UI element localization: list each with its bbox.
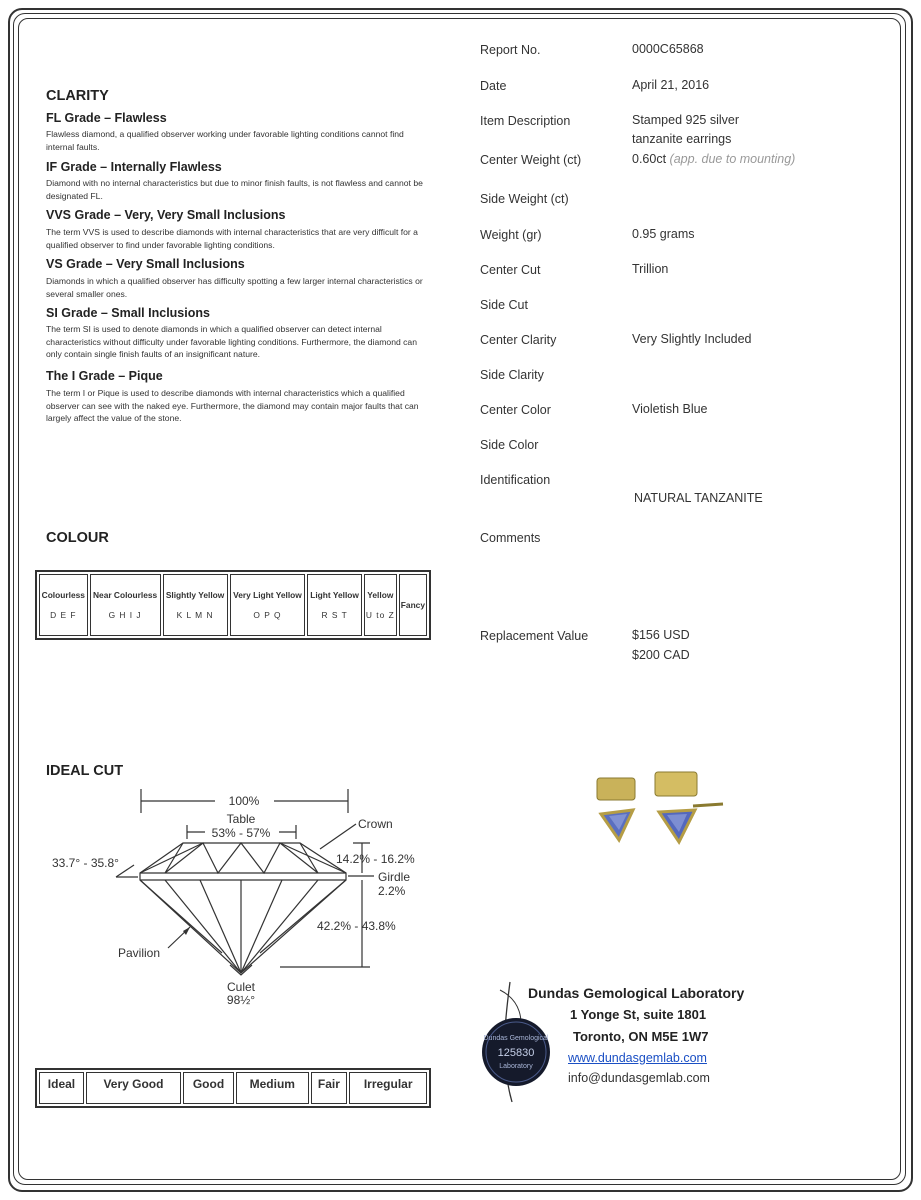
- colour-cell-letters: R S T: [321, 610, 348, 620]
- identification-label: Identification: [480, 473, 551, 487]
- diagram-girdle-value: 2.2%: [378, 884, 406, 898]
- cut-grade-cell: Very Good: [86, 1072, 181, 1104]
- diagram-pavilion-depth: 42.2% - 43.8%: [317, 919, 396, 933]
- colour-cell: [364, 574, 397, 636]
- weight-value: 0.95 grams: [632, 227, 695, 241]
- diagram-crown-angle: 33.7° - 35.8°: [52, 856, 119, 870]
- colour-cell-letters: K L M N: [176, 610, 214, 620]
- diagram-crown-label: Crown: [358, 817, 393, 831]
- colour-cell-letters: D E F: [50, 610, 77, 620]
- diagram-pavilion-label: Pavilion: [118, 946, 161, 960]
- report-no-label: Report No.: [480, 43, 541, 57]
- center-weight-field: [632, 150, 795, 169]
- colour-cell: [90, 574, 161, 636]
- diagram-table-label: Table: [226, 812, 256, 826]
- replacement-value-cad: $200 CAD: [632, 648, 690, 662]
- clarity-grade-i-title: The I Grade – Pique: [46, 369, 163, 383]
- item-description-label: Item Description: [480, 114, 571, 128]
- date-value: April 21, 2016: [632, 78, 710, 92]
- side-weight-label: Side Weight (ct): [480, 192, 569, 206]
- lab-website-link[interactable]: www.dundasgemlab.com: [568, 1051, 707, 1065]
- colour-cell-letters: O P Q: [253, 610, 282, 620]
- colour-cell: [307, 574, 361, 636]
- identification-value: NATURAL TANZANITE: [634, 491, 763, 505]
- colour-heading: COLOUR: [46, 530, 109, 546]
- clarity-grade-vs-title: VS Grade – Very Small Inclusions: [46, 257, 245, 271]
- diagram-girdle-label: Girdle: [378, 870, 411, 884]
- clarity-grade-fl-title: FL Grade – Flawless: [46, 111, 167, 125]
- colour-cell: [163, 574, 228, 636]
- cut-grade-cell: Irregular: [349, 1072, 427, 1104]
- weight-label: Weight (gr): [480, 228, 542, 242]
- colour-cell-name: Very Light Yellow: [233, 590, 302, 600]
- colour-cell-name: Near Colourless: [92, 590, 158, 600]
- diagram-table-range: 53% - 57%: [211, 826, 271, 840]
- lab-name: Dundas Gemological Laboratory: [528, 985, 745, 1001]
- replacement-value-usd: $156 USD: [632, 628, 690, 642]
- colour-cell-letters: U to Z: [365, 610, 395, 620]
- clarity-grade-if-desc: Diamond with no internal characteristics but due to minor finish faults, is not flawless and cannot be designated FL.: [46, 178, 423, 201]
- colour-cell-name: Light Yellow: [310, 590, 359, 600]
- cut-grade-cell: Ideal: [39, 1072, 84, 1104]
- clarity-grade-fl-desc: Flawless diamond, a qualified observer working under favorable lighting conditions cannot find internal faults.: [46, 129, 404, 152]
- colour-cell-name: Slightly Yellow: [165, 590, 225, 600]
- diagram-culet-label: Culet: [226, 980, 256, 994]
- center-weight-value: 0.60ct: [632, 152, 667, 166]
- cut-grade-cell: Good: [183, 1072, 234, 1104]
- replacement-value-label: Replacement Value: [480, 629, 589, 643]
- item-description-value: Stamped 925 silver tanzanite earrings: [632, 113, 740, 146]
- lab-email: info@dundasgemlab.com: [568, 1071, 710, 1085]
- colour-cell-letters: G H I J: [108, 610, 142, 620]
- ideal-cut-heading: IDEAL CUT: [46, 763, 124, 779]
- diamond-proportions-diagram: [40, 785, 440, 1010]
- center-color-value: Violetish Blue: [632, 402, 708, 416]
- clarity-grade-vvs-title: VVS Grade – Very, Very Small Inclusions: [46, 208, 286, 222]
- side-clarity-label: Side Clarity: [480, 368, 544, 382]
- colour-cell-name: Fancy: [400, 600, 426, 610]
- diagram-culet-angle: 98½°: [226, 993, 256, 1007]
- cut-grade-cell: Medium: [236, 1072, 309, 1104]
- center-weight-label: Center Weight (ct): [480, 153, 582, 167]
- clarity-grade-si-desc: The term SI is used to denote diamonds in which a qualified observer can detect internal characteristics without difficulty under favorable lighting conditions. Furthermore, the diamond can only contain single finish faults of an insignificant nature.: [46, 324, 417, 359]
- side-cut-label: Side Cut: [480, 298, 528, 312]
- date-label: Date: [480, 79, 507, 93]
- colour-cell: [230, 574, 306, 636]
- colour-cell-name: Colourless: [41, 590, 85, 600]
- center-cut-value: Trillion: [632, 262, 669, 276]
- diagram-width-label: 100%: [228, 794, 260, 808]
- lab-address-line1: 1 Yonge St, suite 1801: [570, 1007, 707, 1022]
- seal-number: 125830: [497, 1047, 535, 1059]
- center-weight-note: (app. due to mounting): [669, 152, 796, 166]
- side-color-label: Side Color: [480, 438, 539, 452]
- colour-cell-name: Yellow: [367, 590, 394, 600]
- center-color-label: Center Color: [480, 403, 551, 417]
- earrings-photo: [585, 768, 735, 848]
- seal-top-text: Dundas Gemological: [483, 1035, 549, 1042]
- report-no-value: 0000C65868: [632, 42, 704, 56]
- clarity-grade-if-title: IF Grade – Internally Flawless: [46, 160, 222, 174]
- seal-bottom-text: Laboratory: [499, 1063, 533, 1070]
- center-clarity-label: Center Clarity: [480, 333, 557, 347]
- clarity-grade-vvs-desc: The term VVS is used to describe diamonds with internal characteristics that are very difficult for a qualified observer to find under favorable lighting conditions.: [46, 227, 418, 250]
- lab-address-line2: Toronto, ON M5E 1W7: [573, 1029, 709, 1044]
- clarity-grade-i-desc: The term I or Pique is used to describe diamonds with internal characteristics which a qualified observer can see with the naked eye. Furthermore, the diamond may contain major faults that can largely affect the value of the stone.: [46, 388, 419, 423]
- diagram-crown-height: 14.2% - 16.2%: [336, 852, 415, 866]
- cut-grade-cell: Fair: [311, 1072, 348, 1104]
- colour-cell: [399, 574, 427, 636]
- clarity-grade-si-title: SI Grade – Small Inclusions: [46, 306, 210, 320]
- colour-scale-table: [35, 570, 431, 640]
- center-clarity-value: Very Slightly Included: [632, 332, 752, 346]
- cut-grade-table: [35, 1068, 431, 1108]
- clarity-grade-vs-desc: Diamonds in which a qualified observer has difficulty spotting a few larger internal characteristics or several smaller ones.: [46, 276, 423, 299]
- center-cut-label: Center Cut: [480, 263, 541, 277]
- colour-cell: [39, 574, 88, 636]
- clarity-heading: CLARITY: [46, 88, 109, 104]
- comments-label: Comments: [480, 531, 541, 545]
